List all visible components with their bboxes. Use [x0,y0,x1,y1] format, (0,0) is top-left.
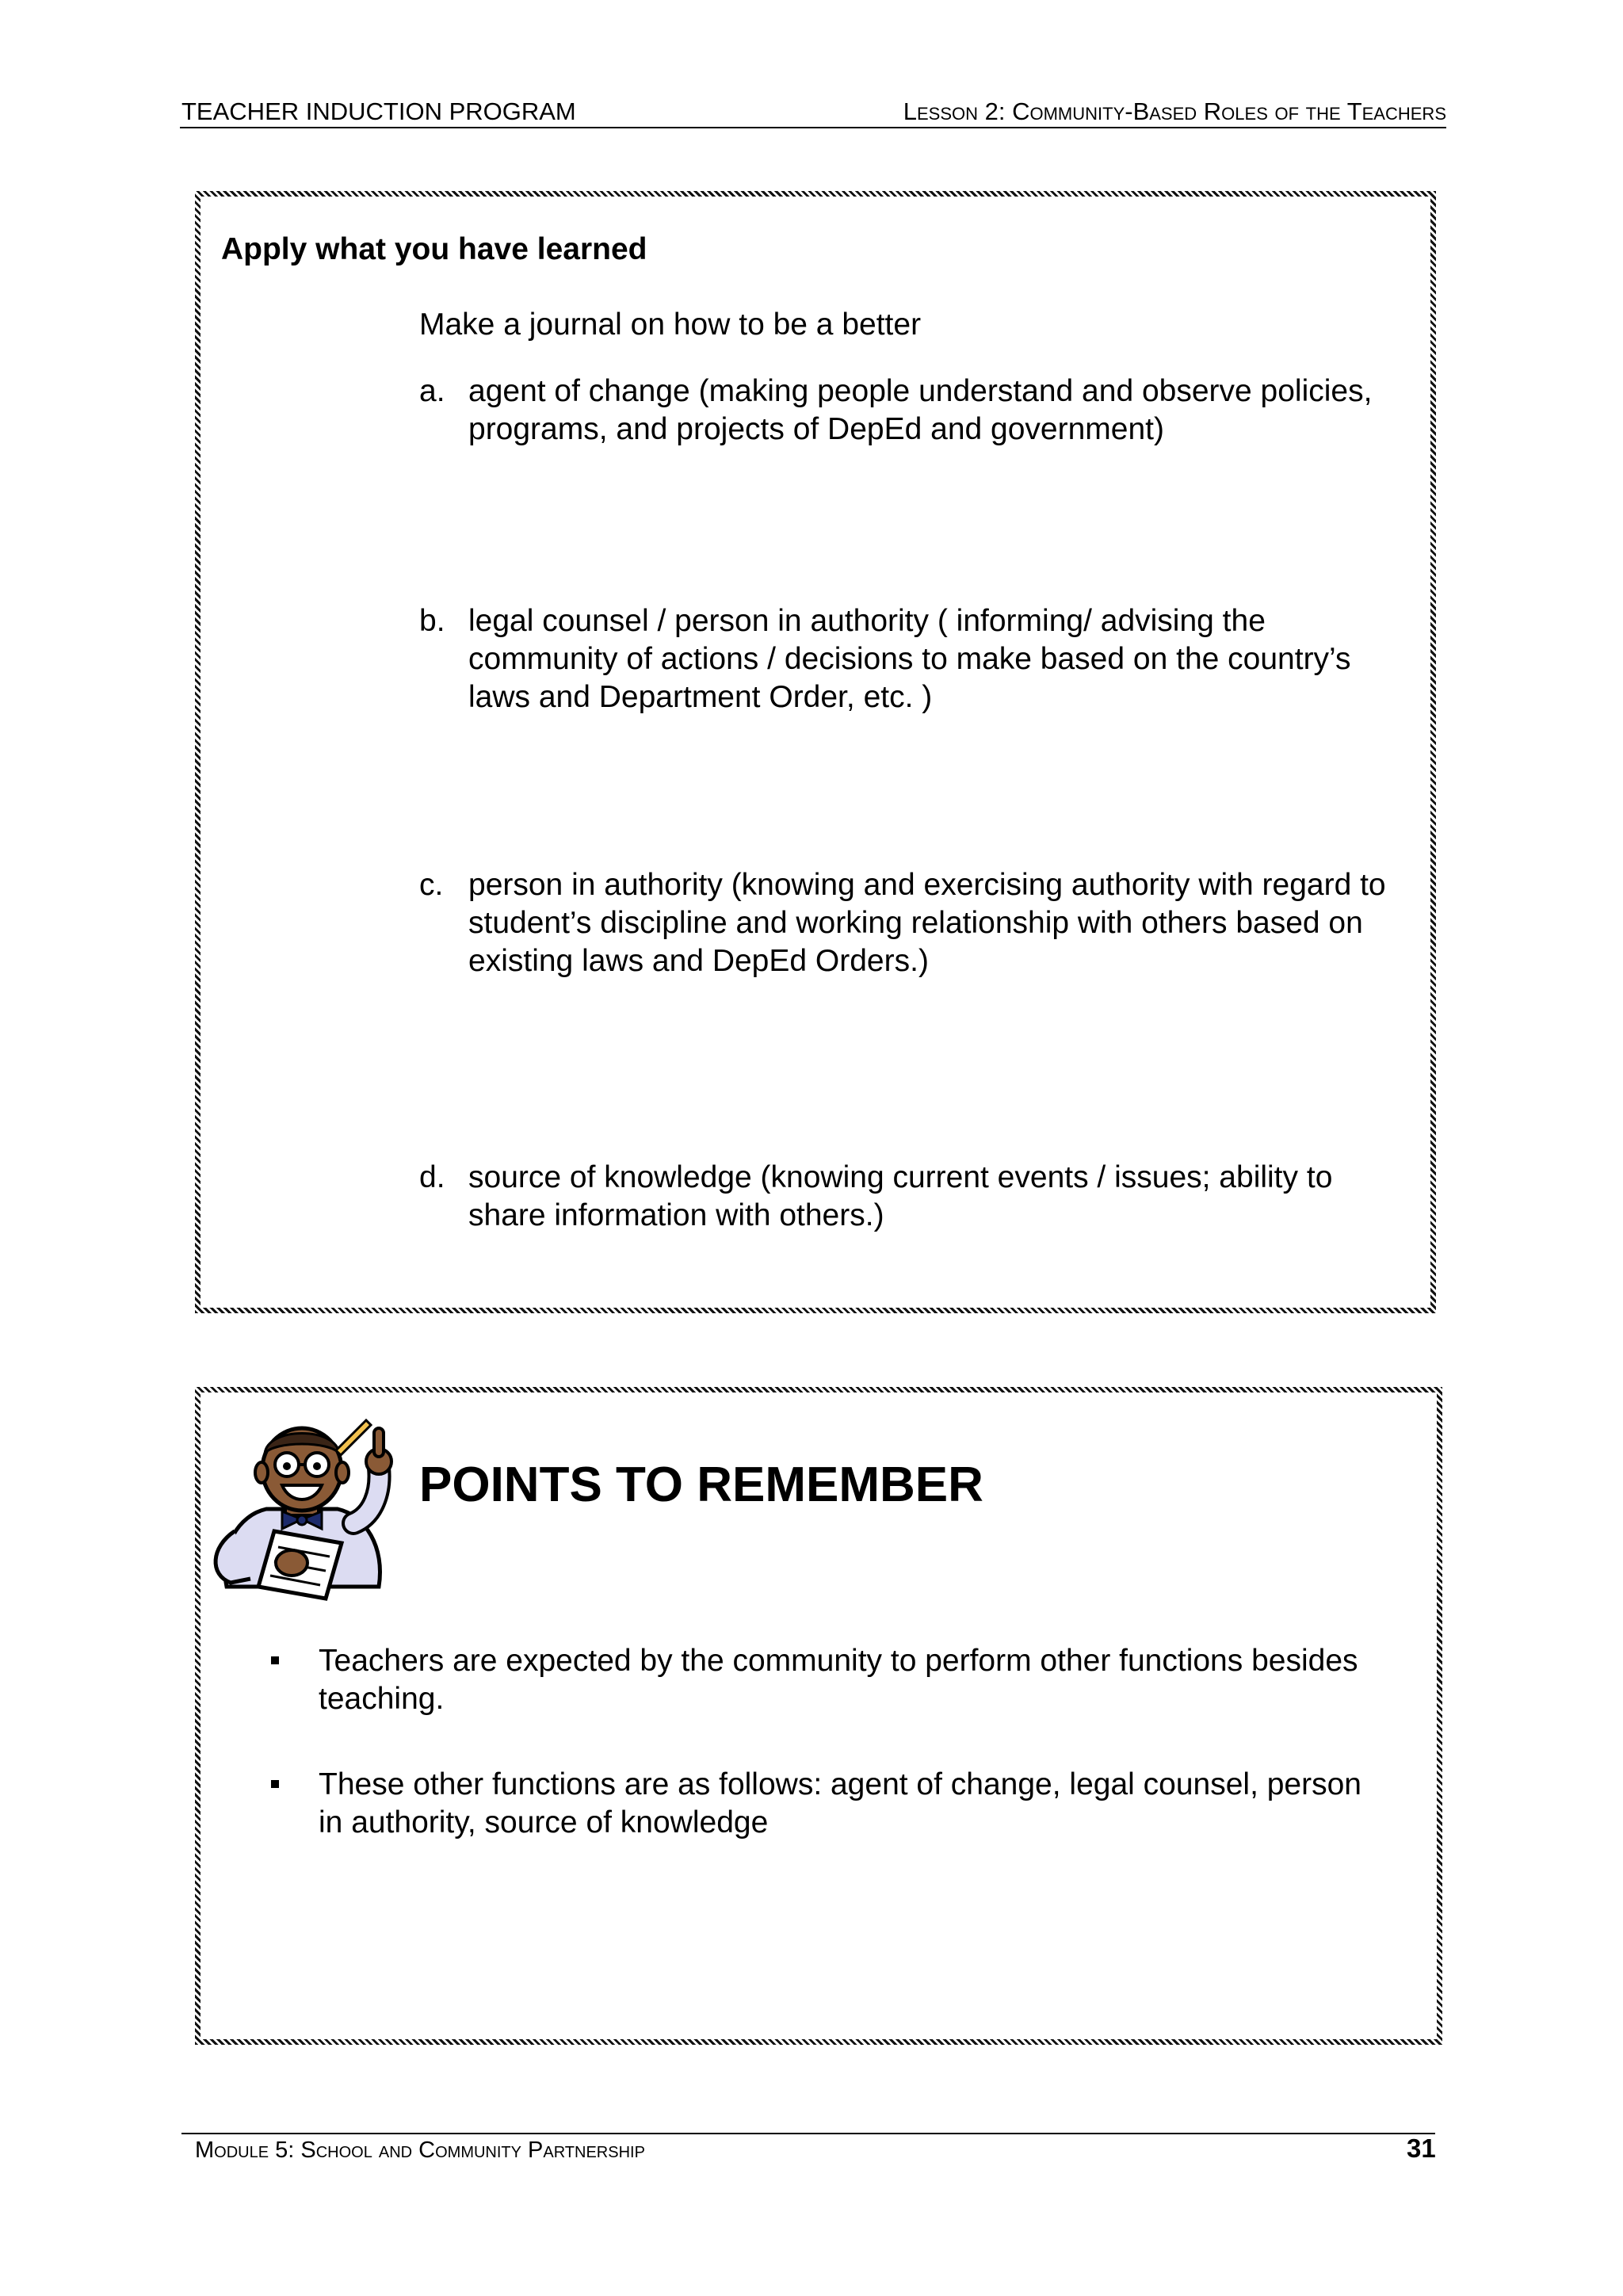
apply-intro: Make a journal on how to be a better [419,308,922,342]
apply-item-b [419,602,1418,716]
header-program-title: TEACHER INDUCTION PROGRAM [181,97,576,125]
apply-section-box [195,191,1436,1313]
item-text: agent of change (making people understand and observe policies, programs, and projects of DepEd and government) [468,374,1373,446]
apply-item-d [419,1159,1418,1235]
apply-item-a [419,372,1418,449]
teacher-mascot-icon [203,1412,401,1603]
item-text: person in authority (knowing and exercising authority with regard to student’s discipline and working relationship with others based on existing laws and DepEd Orders.) [468,868,1386,978]
item-text: source of knowledge (knowing current events / issues; ability to share information with others.) [468,1160,1333,1232]
bullet-text: Teachers are expected by the community to perform other functions besides teaching. [319,1644,1358,1716]
item-letter: c. [419,868,444,902]
points-bullet-item [267,1642,1377,1718]
apply-section-title: Apply what you have learned [221,232,647,266]
footer-divider [181,2133,1435,2134]
item-letter: a. [419,374,445,408]
header-divider [180,127,1446,128]
apply-item-c [419,866,1418,980]
page-number: 31 [1407,2134,1436,2163]
bullet-square-icon [271,1780,279,1788]
bullet-square-icon [271,1656,279,1664]
header-lesson-title: Lesson 2: Community-Based Roles of the Teachers [903,97,1446,125]
footer-module-title: Module 5: School and Community Partnership [195,2137,645,2163]
bullet-text: These other functions are as follows: agent of change, legal counsel, person in authority, source of knowledge [319,1767,1361,1839]
points-section-title: POINTS TO REMEMBER [419,1457,983,1512]
item-text: legal counsel / person in authority ( informing/ advising the community of actions / decisions to make based on the country’s laws and Department Order, etc. ) [468,604,1351,714]
points-bullet-item [267,1766,1377,1842]
item-letter: d. [419,1160,445,1194]
item-letter: b. [419,604,445,638]
